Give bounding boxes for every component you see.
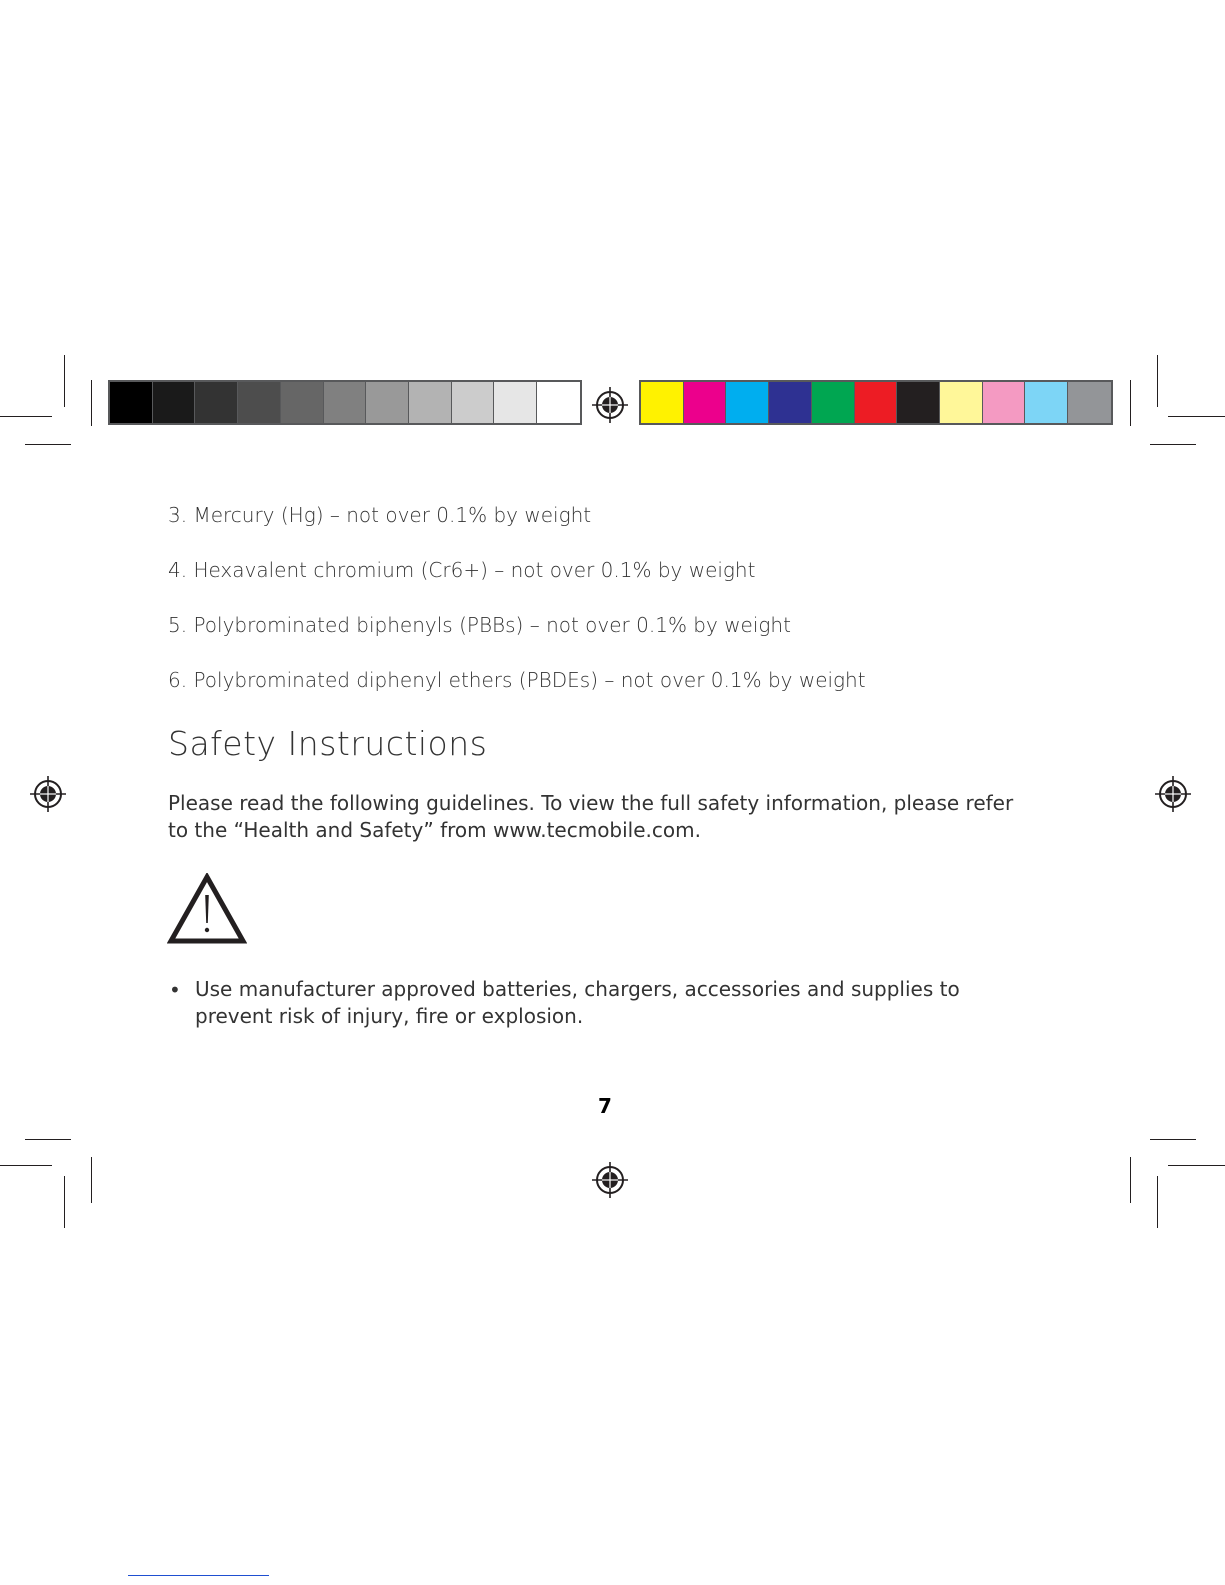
registration-mark-icon [590, 1160, 630, 1200]
color-swatch [281, 382, 324, 423]
crop-mark [25, 444, 71, 445]
crop-mark [91, 380, 92, 426]
registration-mark-icon [1153, 774, 1193, 814]
footer-rule [128, 1575, 269, 1576]
registration-mark-icon [28, 774, 68, 814]
substance-list-item: 6. Polybrominated diphenyl ethers (PBDEs) – not over 0.1% by weight [168, 668, 866, 692]
crop-mark [64, 355, 65, 407]
color-swatch [1025, 382, 1068, 423]
color-swatch [366, 382, 409, 423]
color-swatch [324, 382, 367, 423]
color-swatch [855, 382, 898, 423]
crop-mark [91, 1157, 92, 1203]
process-color-bar [639, 380, 1113, 425]
substance-list-item: 5. Polybrominated biphenyls (PBBs) – not over 0.1% by weight [168, 613, 791, 637]
color-swatch [769, 382, 812, 423]
crop-mark [1130, 380, 1131, 426]
color-swatch [195, 382, 238, 423]
color-swatch [409, 382, 452, 423]
intro-paragraph-line: to the “Health and Safety” from www.tecmobile.com. [168, 818, 701, 842]
bullet-text-line: prevent risk of injury, fire or explosion. [195, 1004, 584, 1028]
crop-mark [1157, 1176, 1158, 1228]
color-swatch [641, 382, 684, 423]
crop-mark [1150, 1139, 1196, 1140]
page-number: 7 [598, 1094, 612, 1118]
crop-mark [1168, 1165, 1225, 1166]
intro-paragraph-line: Please read the following guidelines. To view the full safety information, please refer [168, 791, 1014, 815]
color-swatch [983, 382, 1026, 423]
color-swatch [1068, 382, 1111, 423]
color-swatch [537, 382, 580, 423]
color-swatch [897, 382, 940, 423]
warning-triangle-icon [167, 873, 247, 945]
section-heading: Safety Instructions [168, 724, 488, 763]
color-swatch [452, 382, 495, 423]
registration-mark-icon [590, 385, 630, 425]
color-swatch [684, 382, 727, 423]
color-swatch [812, 382, 855, 423]
crop-mark [25, 1139, 71, 1140]
crop-mark [0, 416, 52, 417]
substance-list-item: 4. Hexavalent chromium (Cr6+) – not over 0.1% by weight [168, 558, 756, 582]
color-swatch [940, 382, 983, 423]
bullet-marker: • [169, 978, 181, 1002]
crop-mark [1168, 416, 1225, 417]
color-swatch [494, 382, 537, 423]
crop-mark [1130, 1157, 1131, 1203]
crop-mark [0, 1165, 52, 1166]
color-swatch [110, 382, 153, 423]
color-swatch [726, 382, 769, 423]
crop-mark [1150, 444, 1196, 445]
bullet-text-line: Use manufacturer approved batteries, chargers, accessories and supplies to [195, 977, 960, 1001]
crop-mark [64, 1176, 65, 1228]
color-swatch [238, 382, 281, 423]
color-swatch [153, 382, 196, 423]
crop-mark [1157, 355, 1158, 407]
substance-list-item: 3. Mercury (Hg) – not over 0.1% by weight [168, 503, 592, 527]
grayscale-color-bar [108, 380, 582, 425]
